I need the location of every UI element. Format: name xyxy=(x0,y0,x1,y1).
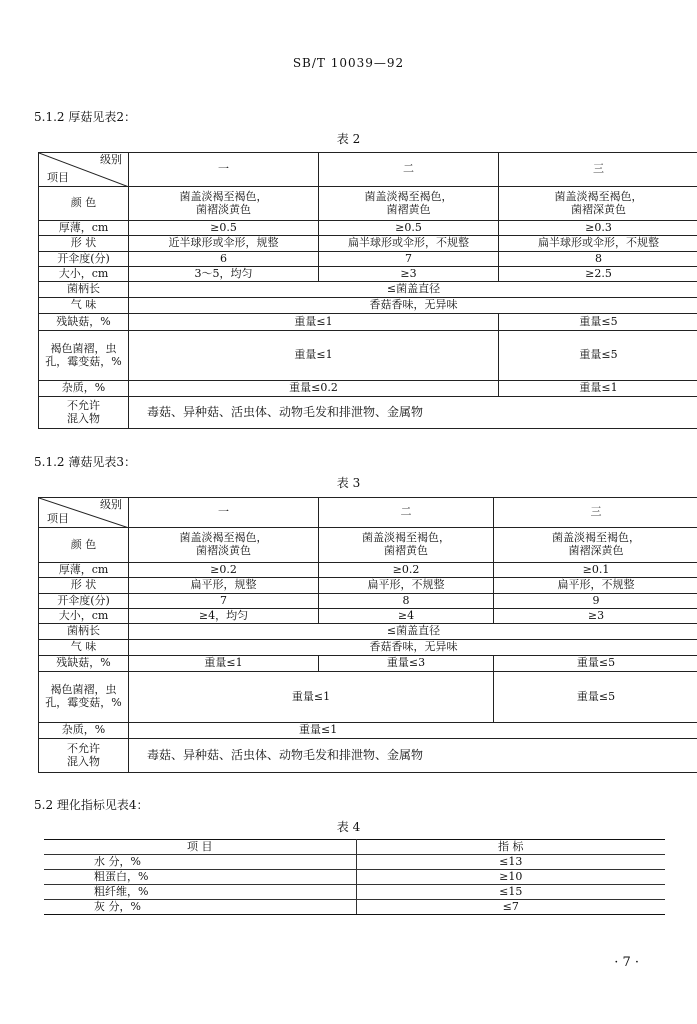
table3-grade-2: 二 xyxy=(319,498,494,528)
table2-thick-1: ≥0.5 xyxy=(129,221,319,236)
table4-item: 粗纤维，% xyxy=(44,885,356,900)
table3-stem: ≤菌盖直径 xyxy=(129,624,697,640)
row-label-stem: 菌柄长 xyxy=(39,624,129,640)
table3-caption: 表 3 xyxy=(336,476,361,490)
table2-color-1: 菌盖淡褐至褐色， 菌褶淡黄色 xyxy=(129,187,319,221)
row-label-broken: 残缺菇，% xyxy=(39,656,129,672)
table2-broken-3: 重量≤5 xyxy=(499,314,697,331)
page-number: · 7 · xyxy=(614,955,639,970)
table2-smell: 香菇香味，无异味 xyxy=(129,298,697,314)
table3-broken-2: 重量≤3 xyxy=(319,656,494,672)
section-heading-thick: 5.1.2 厚菇见表2： xyxy=(34,110,136,124)
table2-broken-12: 重量≤1 xyxy=(129,314,499,331)
row-label-impurity: 杂质，% xyxy=(39,723,129,739)
section-heading-thin: 5.1.2 薄菇见表3： xyxy=(34,455,136,469)
table4-item: 灰 分，% xyxy=(44,900,356,915)
table3-broken-1: 重量≤1 xyxy=(129,656,319,672)
table3-thick-3: ≥0.1 xyxy=(494,563,697,578)
table2-forbidden: 毒菇、异种菇、活虫体、动物毛发和排泄物、金属物 xyxy=(129,397,697,429)
table2-stem: ≤菌盖直径 xyxy=(129,282,697,298)
table4 xyxy=(44,839,665,915)
row-label-forbidden: 不允许 混入物 xyxy=(39,397,129,429)
row-label-thickness: 厚薄，cm xyxy=(39,221,129,236)
row-label-smell: 气 味 xyxy=(39,298,129,314)
table3-size-1: ≥4，均匀 xyxy=(129,609,319,624)
table4-item: 水 分，% xyxy=(44,855,356,870)
table3-open-3: 9 xyxy=(494,594,697,609)
table2-size-3: ≥2.5 xyxy=(499,267,697,282)
row-label-stem: 菌柄长 xyxy=(39,282,129,298)
row-label-size: 大小，cm xyxy=(39,609,129,624)
row-label-shape: 形 状 xyxy=(39,236,129,252)
row-label-smell: 气 味 xyxy=(39,640,129,656)
table2-size-2: ≥3 xyxy=(319,267,499,282)
diag-item-label: 项目 xyxy=(47,171,69,185)
row-label-color: 颜 色 xyxy=(39,187,129,221)
table3-thick-1: ≥0.2 xyxy=(129,563,319,578)
row-label-impurity: 杂质，% xyxy=(39,381,129,397)
table2-caption: 表 2 xyxy=(336,132,361,146)
row-label-open-degree: 开伞度(分) xyxy=(39,594,129,609)
row-label-size: 大小，cm xyxy=(39,267,129,282)
table4-caption: 表 4 xyxy=(336,820,361,834)
row-label-color: 颜 色 xyxy=(39,528,129,563)
table3-size-3: ≥3 xyxy=(494,609,697,624)
table4-value: ≤15 xyxy=(356,885,665,900)
row-label-forbidden: 不允许 混入物 xyxy=(39,739,129,773)
table4-item: 粗蛋白，% xyxy=(44,870,356,885)
table3-grade-1: 一 xyxy=(129,498,319,528)
table3-defect-3: 重量≤5 xyxy=(494,672,697,723)
table2-defect-12: 重量≤1 xyxy=(129,331,499,381)
table3-forbidden: 毒菇、异种菇、活虫体、动物毛发和排泄物、金属物 xyxy=(129,739,697,773)
row-label-defect: 褐色菌褶，虫孔，霉变菇，% xyxy=(39,331,129,381)
table3-color-3: 菌盖淡褐至褐色， 菌褶深黄色 xyxy=(494,528,697,563)
diag-grade-label: 级别 xyxy=(100,153,122,166)
table3 xyxy=(38,497,697,773)
table3-diagonal-header xyxy=(39,498,129,528)
table3-defect-12: 重量≤1 xyxy=(129,672,494,723)
table3-shape-3: 扁平形，不规整 xyxy=(494,578,697,594)
table2-impurity-3: 重量≤1 xyxy=(499,381,697,397)
table3-grade-3: 三 xyxy=(494,498,697,528)
row-label-shape: 形 状 xyxy=(39,578,129,594)
row-label-thickness: 厚薄，cm xyxy=(39,563,129,578)
table2-shape-2: 扁半球形或伞形，不规整 xyxy=(319,236,499,252)
table3-shape-2: 扁平形，不规整 xyxy=(319,578,494,594)
table4-head-item: 项 目 xyxy=(44,840,356,855)
table2-shape-1: 近半球形或伞形，规整 xyxy=(129,236,319,252)
table3-smell: 香菇香味，无异味 xyxy=(129,640,697,656)
section-heading-physicochemical: 5.2 理化指标见表4： xyxy=(34,798,149,812)
table3-shape-1: 扁平形，规整 xyxy=(129,578,319,594)
table2-diagonal-header xyxy=(39,153,129,187)
table4-value: ≤7 xyxy=(356,900,665,915)
table2-grade-3: 三 xyxy=(499,153,697,187)
row-label-broken: 残缺菇，% xyxy=(39,314,129,331)
table3-thick-2: ≥0.2 xyxy=(319,563,494,578)
table2-thick-3: ≥0.3 xyxy=(499,221,697,236)
table2 xyxy=(38,152,697,429)
table2-grade-1: 一 xyxy=(129,153,319,187)
table3-open-2: 8 xyxy=(319,594,494,609)
table4-head-index: 指 标 xyxy=(356,840,665,855)
table4-value: ≥10 xyxy=(356,870,665,885)
table3-open-1: 7 xyxy=(129,594,319,609)
table2-impurity-12: 重量≤0.2 xyxy=(129,381,499,397)
diag-grade-label: 级别 xyxy=(100,498,122,511)
table2-color-3: 菌盖淡褐至褐色， 菌褶深黄色 xyxy=(499,187,697,221)
table3-broken-3: 重量≤5 xyxy=(494,656,697,672)
table2-open-2: 7 xyxy=(319,252,499,267)
row-label-open-degree: 开伞度(分) xyxy=(39,252,129,267)
table2-grade-2: 二 xyxy=(319,153,499,187)
diag-item-label: 项目 xyxy=(47,512,69,526)
standard-code-header: SB/T 10039—92 xyxy=(292,56,405,70)
table2-defect-3: 重量≤5 xyxy=(499,331,697,381)
table3-size-2: ≥4 xyxy=(319,609,494,624)
table3-color-2: 菌盖淡褐至褐色， 菌褶黄色 xyxy=(319,528,494,563)
row-label-defect: 褐色菌褶，虫孔，霉变菇，% xyxy=(39,672,129,723)
table2-thick-2: ≥0.5 xyxy=(319,221,499,236)
table2-open-1: 6 xyxy=(129,252,319,267)
table3-color-1: 菌盖淡褐至褐色， 菌褶淡黄色 xyxy=(129,528,319,563)
table2-shape-3: 扁半球形或伞形，不规整 xyxy=(499,236,697,252)
table3-impurity: 重量≤1 xyxy=(129,723,697,739)
table2-size-1: 3～5，均匀 xyxy=(129,267,319,282)
table4-value: ≤13 xyxy=(356,855,665,870)
table2-open-3: 8 xyxy=(499,252,697,267)
table2-color-2: 菌盖淡褐至褐色， 菌褶黄色 xyxy=(319,187,499,221)
